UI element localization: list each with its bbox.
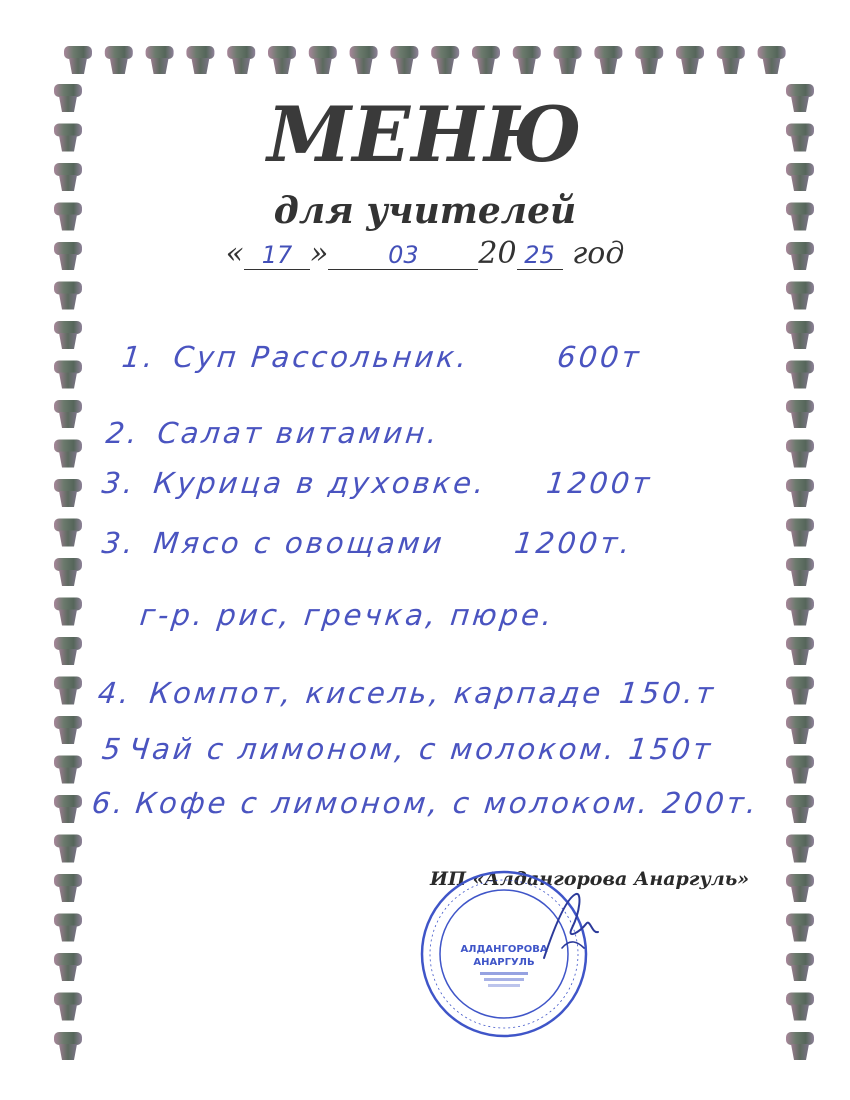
menu-item-number: 2. — [104, 416, 142, 450]
menu-item — [96, 676, 717, 710]
menu-item-price: 200т. — [660, 786, 761, 820]
menu-item-number: 3. — [100, 526, 138, 560]
date-year-suffix: 25 — [517, 241, 563, 270]
menu-item-price: 150т — [626, 732, 715, 766]
menu-item-number: 5 — [100, 732, 126, 766]
entity-name: ИП «Алдангорова Анаргуль» — [430, 868, 750, 890]
handwritten-signature — [536, 888, 606, 968]
menu-item-number: 4. — [96, 676, 134, 710]
date-year-prefix: 20 — [478, 236, 517, 271]
menu-item — [100, 732, 715, 766]
menu-item-name: Курица в духовке. — [151, 466, 489, 500]
menu-title: МЕНЮ — [267, 90, 583, 179]
menu-item-price: 1200т — [544, 466, 655, 500]
menu-subtitle: для учителей — [273, 190, 577, 232]
menu-item-name: Салат витамин. — [155, 416, 442, 450]
menu-item-name: Компот, кисель, карпаде — [147, 676, 606, 710]
menu-item-number: 6. — [90, 786, 128, 820]
menu-item-number: 1. — [120, 340, 158, 374]
menu-item-name: Чай с лимоном, с молоком. — [127, 732, 619, 766]
menu-item — [100, 466, 654, 500]
menu-item-number: 3. — [100, 466, 138, 500]
date-month: 03 — [328, 241, 478, 270]
menu-item — [90, 786, 761, 820]
menu-item-price: 150.т — [617, 676, 718, 710]
date-year-word: год — [572, 236, 625, 271]
date-close-quote: » — [310, 236, 329, 271]
menu-item-price: 1200т. — [512, 526, 635, 560]
stamp-name-line1: АЛДАНГОРОВА — [460, 944, 548, 955]
menu-item — [104, 416, 475, 450]
menu-item-name: г-р. рис, гречка, пюре. — [138, 598, 557, 632]
date-day: 17 — [244, 241, 310, 270]
menu-item — [120, 340, 643, 374]
menu-item-price: 600т — [555, 340, 644, 374]
menu-item-name: Суп Рассольник. — [171, 340, 472, 374]
menu-item-name: Кофе с лимоном, с молоком. — [133, 786, 653, 820]
menu-item — [138, 598, 556, 632]
menu-item-name: Мясо с овощами — [151, 526, 447, 560]
date-open-quote: « — [225, 236, 244, 271]
stamp-name-line2: АНАРГУЛЬ — [473, 957, 535, 968]
menu-item — [100, 526, 634, 560]
